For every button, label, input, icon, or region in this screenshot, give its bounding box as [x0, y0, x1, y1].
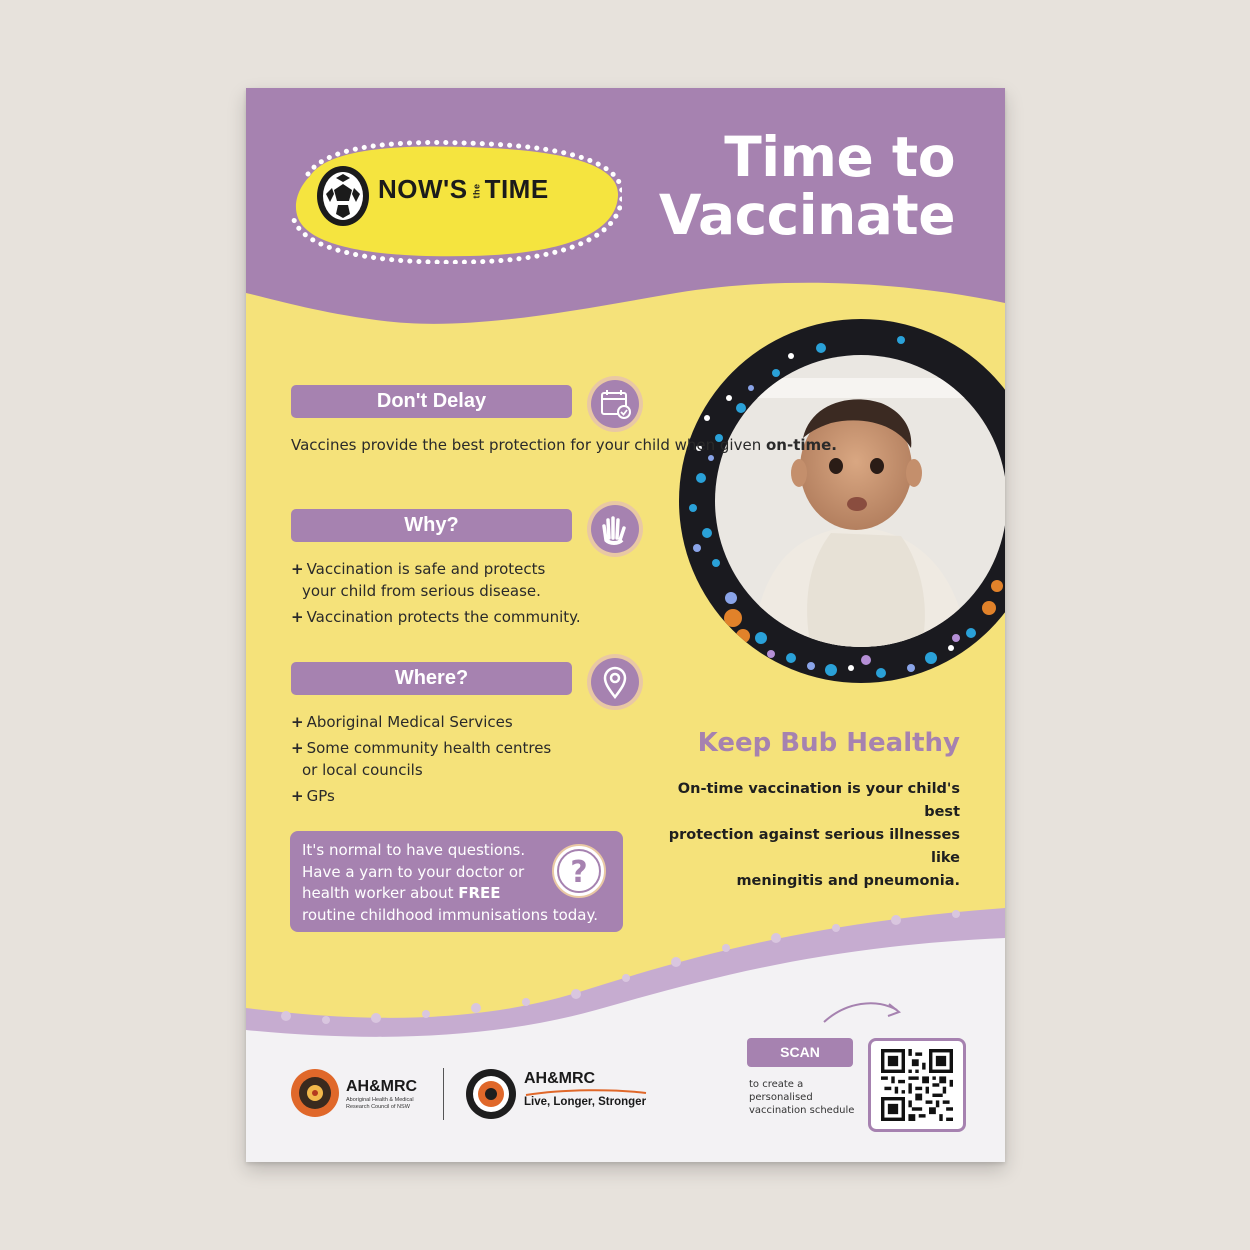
- keep-line: protection against serious illnesses like: [668, 827, 960, 866]
- poster: [246, 88, 1005, 1162]
- keep-text: [640, 778, 960, 893]
- baby-photo: [671, 318, 1005, 698]
- location-pin-icon: [586, 653, 644, 711]
- headline-line-1: Time to: [724, 125, 955, 189]
- footer-divider: [443, 1068, 444, 1120]
- ahmrc-live-logo-icon: [465, 1068, 517, 1120]
- headline: [658, 125, 955, 247]
- qr-code[interactable]: [868, 1038, 966, 1132]
- svg-text:?: ?: [570, 855, 588, 890]
- calendar-check-icon: [586, 375, 644, 433]
- turtle-egg-icon: [314, 160, 372, 228]
- org-subtitle: Aboriginal Health & Medical Research Council of NSW: [346, 1097, 414, 1110]
- keep-line: On-time vaccination is your child's best: [677, 781, 960, 820]
- list-item: + Vaccination is safe and protects your child from serious disease.: [291, 560, 546, 600]
- headline-line-2: Vaccinate: [658, 183, 955, 247]
- section-bar-where: Where?: [291, 662, 572, 695]
- question-line: Have a yarn to your doctor or: [302, 862, 525, 881]
- qr-code-icon: [880, 1049, 954, 1121]
- hands-icon: [586, 500, 644, 558]
- keep-title: Keep Bub Healthy: [697, 728, 960, 758]
- where-list: [291, 711, 591, 811]
- list-item: + Vaccination protects the community.: [291, 608, 581, 626]
- keep-line: meningitis and pneumonia.: [736, 873, 960, 889]
- scan-button[interactable]: SCAN: [747, 1038, 853, 1067]
- question-line: routine childhood immunisations today.: [302, 905, 599, 924]
- ahmrc-logo-icon: [290, 1068, 340, 1118]
- org-tagline: Live, Longer, Stronger: [524, 1096, 647, 1108]
- question-line: health worker about FREE: [302, 884, 501, 902]
- question-line: It's normal to have questions.: [302, 841, 526, 859]
- org-name: AH&MRC: [524, 1070, 596, 1087]
- dont-delay-text: Vaccines provide the best protection for your child when given on-time.: [291, 436, 838, 454]
- section-bar-why: Why?: [291, 509, 572, 542]
- why-list: [291, 558, 591, 632]
- list-item: + GPs: [291, 787, 335, 805]
- list-item: + Some community health centres or local councils: [291, 739, 552, 779]
- scan-subtext: to create a personalised vaccination schedule: [749, 1079, 855, 1116]
- logo-wordmark: NOW'S the TIME: [378, 174, 549, 204]
- arrow-icon: [821, 996, 905, 1028]
- list-item: + Aboriginal Medical Services: [291, 713, 513, 731]
- org-name: AH&MRC: [346, 1078, 418, 1095]
- question-icon: [551, 843, 607, 899]
- section-bar-dont-delay: Don't Delay: [291, 385, 572, 418]
